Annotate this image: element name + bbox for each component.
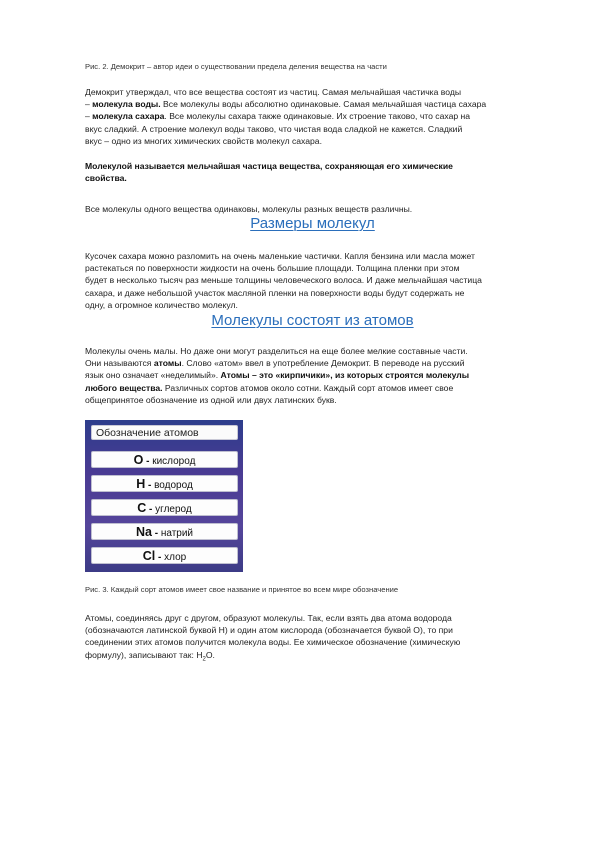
text-line: сахара, и даже небольшой участок масляной пленки на поверхности воды будут содержать не [85, 287, 465, 298]
molecule-definition [85, 160, 540, 184]
atoms-paragraph [85, 345, 540, 406]
molecules-same-paragraph: Все молекулы одного вещества одинаковы, молекулы разных веществ различны. [85, 204, 413, 214]
atom-name: хлор [164, 552, 187, 563]
definition-line: Молекулой называется мельчайшая частица вещества, сохраняющая его химические [85, 161, 453, 171]
bold-term: любого вещества. [85, 382, 163, 393]
atom-separator: - [155, 552, 165, 563]
atom-separator: - [146, 504, 156, 515]
atom-row-chlorine [91, 547, 238, 564]
figure-3-caption: Рис. 3. Каждый сорт атомов имеет свое название и принятое во всем мире обозначение [85, 585, 399, 594]
text-line: Атомы, соединяясь друг с другом, образуют молекулы. Так, если взять два атома водорода [85, 613, 452, 623]
text-line [85, 357, 540, 369]
atom-name: углерод [155, 504, 192, 515]
text-line: вкус – одно из многих химических свойств молекул сахара. [85, 135, 322, 146]
text-line: Кусочек сахара можно разломить на очень маленькие частички. Капля бензина или масла может [85, 251, 475, 261]
text-fragment: . Слово «атом» ввел в употребление Демокрит. В переводе на русский [181, 358, 465, 369]
text-line: Демокрит утверждал, что все вещества состоят из частиц. Самая мельчайшая частичка воды [85, 87, 462, 97]
atom-symbols-figure [85, 420, 243, 572]
atom-row-carbon [91, 499, 238, 516]
bold-term: молекула сахара [92, 111, 165, 122]
text-line [85, 382, 540, 394]
water-formula-paragraph [85, 612, 540, 666]
bold-term: молекула воды. [92, 99, 161, 110]
text-line: будет в несколько тысяч раз меньше толщины человеческого волоса. И даже мельчайшая частица [85, 275, 482, 286]
text-fragment: . Все молекулы сахара также одинаковые. Их строение таково, что сахар на [164, 111, 471, 122]
text-fragment: Различных сортов атомов около сотни. Каждый сорт атомов имеет свое [162, 382, 454, 393]
heading-molecule-sizes[interactable]: Размеры молекул [250, 215, 375, 232]
atom-separator: - [151, 528, 161, 539]
text-line [85, 369, 540, 381]
atom-symbol: Cl [142, 549, 156, 563]
atom-name: натрий [160, 528, 194, 539]
atom-separator: - [143, 456, 153, 467]
bold-term: Атомы – это «кирпичики», из которых строятся молекулы [220, 370, 470, 381]
text-line: растекаться по поверхности жидкости на очень большие площади. Толщина пленки при этом [85, 263, 460, 274]
heading-molecules-of-atoms[interactable]: Молекулы состоят из атомов [211, 312, 414, 329]
democritus-paragraph [85, 86, 540, 147]
text-line [85, 98, 540, 110]
text-line: общепринятое обозначение из одной или двух латинских букв. [85, 394, 337, 405]
atom-row-oxygen [91, 451, 238, 468]
figure-2-caption: Рис. 2. Демокрит – автор идеи о существовании предела деления вещества на части [85, 62, 387, 71]
bold-term: атомы [153, 358, 182, 369]
atom-symbol: H [136, 477, 146, 491]
figure-title: Обозначение атомов [91, 425, 238, 440]
text-line: (обозначаются латинской буквой H) и один атом кислорода (обозначается буквой O), то при [85, 625, 453, 636]
atom-name: водород [154, 480, 193, 491]
atom-symbol: C [137, 501, 147, 515]
text-fragment: язык оно означает «неделимый». [85, 370, 221, 381]
atom-symbol: O [133, 453, 144, 467]
definition-line: свойства. [85, 173, 127, 184]
atom-symbol: Na [135, 525, 152, 539]
text-fragment: Все молекулы воды абсолютно одинаковые. Самая мельчайшая частица сахара [160, 99, 487, 110]
text-fragment: Они называются [85, 358, 154, 369]
atom-separator: - [145, 480, 155, 491]
text-fragment: – [85, 111, 93, 122]
text-line: одну, а огромное количество молекул. [85, 299, 238, 310]
text-fragment: O. [205, 649, 215, 660]
atom-row-hydrogen [91, 475, 238, 492]
text-line: Молекулы очень малы. Но даже они могут разделиться на еще более мелкие составные части. [85, 346, 468, 356]
text-line [85, 110, 540, 122]
text-fragment: – [85, 99, 93, 110]
sugar-paragraph [85, 250, 540, 311]
subscript: 2 [202, 656, 206, 663]
text-line: вкус сладкий. А строение молекул воды таково, что чистая вода сладкой не кажется. Сладкий [85, 123, 463, 134]
atom-name: кислород [152, 456, 196, 467]
text-fragment: формулу), записывают так: H [85, 649, 203, 660]
text-line: соединении этих атомов получится молекула воды. Ее химическое обозначение (химическую [85, 637, 461, 648]
text-line [85, 649, 540, 666]
atom-row-sodium [91, 523, 238, 540]
